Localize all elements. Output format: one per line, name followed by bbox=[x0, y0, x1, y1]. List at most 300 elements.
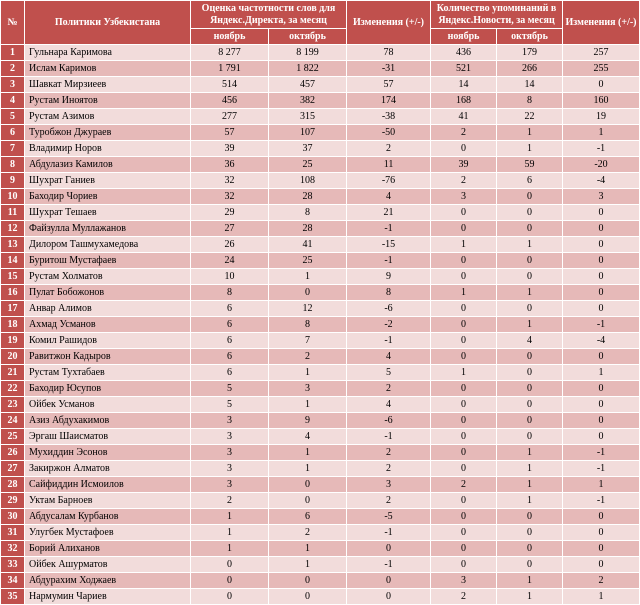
news-change-cell: 0 bbox=[563, 349, 640, 365]
row-number-cell: 25 bbox=[1, 429, 25, 445]
direct-november-cell: 10 bbox=[191, 269, 269, 285]
table-row bbox=[1, 365, 640, 381]
politician-name-cell: Гульнара Каримова bbox=[25, 45, 191, 61]
news-november-cell: 0 bbox=[431, 557, 497, 573]
news-october-cell: 1 bbox=[497, 573, 563, 589]
direct-change-cell: 2 bbox=[347, 445, 431, 461]
direct-november-cell: 1 bbox=[191, 541, 269, 557]
direct-change-cell: 3 bbox=[347, 477, 431, 493]
direct-october-cell: 7 bbox=[269, 333, 347, 349]
news-change-cell: 1 bbox=[563, 125, 640, 141]
direct-november-cell: 8 bbox=[191, 285, 269, 301]
politician-name-cell: Рустам Иноятов bbox=[25, 93, 191, 109]
news-change-cell: 160 bbox=[563, 93, 640, 109]
row-number-cell: 14 bbox=[1, 253, 25, 269]
table-row bbox=[1, 125, 640, 141]
politician-name-cell: Мухиддин Эсонов bbox=[25, 445, 191, 461]
news-october-cell: 0 bbox=[497, 525, 563, 541]
news-october-cell: 1 bbox=[497, 125, 563, 141]
news-change-cell: 0 bbox=[563, 269, 640, 285]
table-row bbox=[1, 381, 640, 397]
news-october-cell: 1 bbox=[497, 477, 563, 493]
direct-change-cell: 0 bbox=[347, 541, 431, 557]
direct-change-cell: 8 bbox=[347, 285, 431, 301]
table-row bbox=[1, 269, 640, 285]
direct-november-cell: 1 bbox=[191, 525, 269, 541]
table-row bbox=[1, 173, 640, 189]
table-row bbox=[1, 221, 640, 237]
direct-october-cell: 8 bbox=[269, 205, 347, 221]
direct-november-cell: 3 bbox=[191, 477, 269, 493]
news-change-cell: -1 bbox=[563, 141, 640, 157]
politician-name-cell: Владимир Норов bbox=[25, 141, 191, 157]
direct-october-cell: 3 bbox=[269, 381, 347, 397]
politician-name-cell: Дилором Ташмухамедова bbox=[25, 237, 191, 253]
table-row bbox=[1, 285, 640, 301]
direct-november-cell: 32 bbox=[191, 173, 269, 189]
table-row bbox=[1, 253, 640, 269]
col-yandex-direct-header: Оценка частотности слов для Яндекс.Директа, за месяц bbox=[191, 1, 347, 29]
politician-name-cell: Равитжон Кадыров bbox=[25, 349, 191, 365]
direct-change-cell: -6 bbox=[347, 413, 431, 429]
politician-name-cell: Улугбек Мустафоев bbox=[25, 525, 191, 541]
direct-change-cell: -2 bbox=[347, 317, 431, 333]
politician-name-cell: Файзулла Муллажанов bbox=[25, 221, 191, 237]
row-number-cell: 35 bbox=[1, 589, 25, 605]
table-row bbox=[1, 317, 640, 333]
direct-october-cell: 8 bbox=[269, 317, 347, 333]
direct-november-cell: 3 bbox=[191, 445, 269, 461]
direct-change-cell: -31 bbox=[347, 61, 431, 77]
row-number-cell: 13 bbox=[1, 237, 25, 253]
direct-november-cell: 32 bbox=[191, 189, 269, 205]
news-october-cell: 0 bbox=[497, 253, 563, 269]
direct-october-cell: 1 822 bbox=[269, 61, 347, 77]
news-october-cell: 0 bbox=[497, 541, 563, 557]
news-october-cell: 0 bbox=[497, 269, 563, 285]
direct-october-cell: 41 bbox=[269, 237, 347, 253]
direct-change-cell: 4 bbox=[347, 349, 431, 365]
news-change-cell: -1 bbox=[563, 493, 640, 509]
direct-november-cell: 6 bbox=[191, 301, 269, 317]
direct-november-cell: 6 bbox=[191, 365, 269, 381]
table-row bbox=[1, 77, 640, 93]
direct-november-cell: 27 bbox=[191, 221, 269, 237]
row-number-cell: 33 bbox=[1, 557, 25, 573]
table-row bbox=[1, 429, 640, 445]
direct-october-cell: 1 bbox=[269, 461, 347, 477]
news-change-cell: -1 bbox=[563, 461, 640, 477]
news-november-cell: 0 bbox=[431, 461, 497, 477]
table-row bbox=[1, 93, 640, 109]
news-change-cell: -20 bbox=[563, 157, 640, 173]
news-change-cell: 0 bbox=[563, 205, 640, 221]
subcol-november-news: ноябрь bbox=[431, 29, 497, 45]
news-october-cell: 1 bbox=[497, 285, 563, 301]
table-row bbox=[1, 397, 640, 413]
news-november-cell: 0 bbox=[431, 317, 497, 333]
news-october-cell: 6 bbox=[497, 173, 563, 189]
direct-november-cell: 24 bbox=[191, 253, 269, 269]
direct-october-cell: 0 bbox=[269, 493, 347, 509]
col-politicians-header: Политики Узбекистана bbox=[25, 1, 191, 45]
news-november-cell: 1 bbox=[431, 365, 497, 381]
row-number-cell: 9 bbox=[1, 173, 25, 189]
direct-october-cell: 12 bbox=[269, 301, 347, 317]
news-october-cell: 266 bbox=[497, 61, 563, 77]
news-november-cell: 168 bbox=[431, 93, 497, 109]
row-number-cell: 16 bbox=[1, 285, 25, 301]
direct-november-cell: 29 bbox=[191, 205, 269, 221]
news-october-cell: 0 bbox=[497, 365, 563, 381]
row-number-cell: 3 bbox=[1, 77, 25, 93]
politician-name-cell: Борий Алиханов bbox=[25, 541, 191, 557]
news-october-cell: 0 bbox=[497, 301, 563, 317]
news-november-cell: 2 bbox=[431, 173, 497, 189]
row-number-cell: 27 bbox=[1, 461, 25, 477]
row-number-cell: 15 bbox=[1, 269, 25, 285]
direct-november-cell: 0 bbox=[191, 573, 269, 589]
news-change-cell: 3 bbox=[563, 189, 640, 205]
direct-november-cell: 3 bbox=[191, 413, 269, 429]
direct-change-cell: -1 bbox=[347, 557, 431, 573]
row-number-cell: 8 bbox=[1, 157, 25, 173]
news-november-cell: 0 bbox=[431, 493, 497, 509]
politician-name-cell: Шавкат Мирзиеев bbox=[25, 77, 191, 93]
politician-name-cell: Ойбек Усманов bbox=[25, 397, 191, 413]
direct-change-cell: 4 bbox=[347, 189, 431, 205]
table-row bbox=[1, 333, 640, 349]
politician-name-cell: Уктам Барноев bbox=[25, 493, 191, 509]
news-november-cell: 0 bbox=[431, 253, 497, 269]
politician-name-cell: Анвар Алимов bbox=[25, 301, 191, 317]
row-number-cell: 11 bbox=[1, 205, 25, 221]
table-row bbox=[1, 541, 640, 557]
table-row bbox=[1, 45, 640, 61]
table-row bbox=[1, 61, 640, 77]
direct-change-cell: 0 bbox=[347, 573, 431, 589]
news-change-cell: 2 bbox=[563, 573, 640, 589]
table-row bbox=[1, 413, 640, 429]
row-number-cell: 2 bbox=[1, 61, 25, 77]
direct-change-cell: -15 bbox=[347, 237, 431, 253]
news-change-cell: 1 bbox=[563, 477, 640, 493]
direct-change-cell: 2 bbox=[347, 493, 431, 509]
news-change-cell: -4 bbox=[563, 333, 640, 349]
direct-october-cell: 315 bbox=[269, 109, 347, 125]
direct-change-cell: 2 bbox=[347, 381, 431, 397]
row-number-cell: 22 bbox=[1, 381, 25, 397]
direct-change-cell: 11 bbox=[347, 157, 431, 173]
row-number-cell: 17 bbox=[1, 301, 25, 317]
direct-october-cell: 28 bbox=[269, 221, 347, 237]
row-number-cell: 24 bbox=[1, 413, 25, 429]
news-november-cell: 0 bbox=[431, 541, 497, 557]
table-row bbox=[1, 301, 640, 317]
direct-october-cell: 1 bbox=[269, 557, 347, 573]
news-change-cell: 257 bbox=[563, 45, 640, 61]
news-change-cell: 0 bbox=[563, 301, 640, 317]
direct-november-cell: 5 bbox=[191, 397, 269, 413]
news-change-cell: 0 bbox=[563, 253, 640, 269]
news-change-cell: 255 bbox=[563, 61, 640, 77]
table-row bbox=[1, 573, 640, 589]
news-november-cell: 0 bbox=[431, 349, 497, 365]
direct-october-cell: 0 bbox=[269, 285, 347, 301]
direct-change-cell: -76 bbox=[347, 173, 431, 189]
news-november-cell: 0 bbox=[431, 413, 497, 429]
direct-november-cell: 514 bbox=[191, 77, 269, 93]
direct-change-cell: 57 bbox=[347, 77, 431, 93]
news-november-cell: 14 bbox=[431, 77, 497, 93]
news-november-cell: 1 bbox=[431, 285, 497, 301]
direct-change-cell: 4 bbox=[347, 397, 431, 413]
news-change-cell: 0 bbox=[563, 381, 640, 397]
direct-october-cell: 1 bbox=[269, 541, 347, 557]
row-number-cell: 5 bbox=[1, 109, 25, 125]
subcol-october-direct: октябрь bbox=[269, 29, 347, 45]
direct-november-cell: 0 bbox=[191, 557, 269, 573]
direct-change-cell: -5 bbox=[347, 509, 431, 525]
news-october-cell: 1 bbox=[497, 445, 563, 461]
news-change-cell: 0 bbox=[563, 525, 640, 541]
direct-change-cell: -1 bbox=[347, 429, 431, 445]
direct-november-cell: 6 bbox=[191, 349, 269, 365]
direct-october-cell: 6 bbox=[269, 509, 347, 525]
news-change-cell: -1 bbox=[563, 317, 640, 333]
row-number-cell: 26 bbox=[1, 445, 25, 461]
direct-november-cell: 8 277 bbox=[191, 45, 269, 61]
news-october-cell: 1 bbox=[497, 493, 563, 509]
news-october-cell: 1 bbox=[497, 589, 563, 605]
politician-name-cell: Рустам Азимов bbox=[25, 109, 191, 125]
news-october-cell: 22 bbox=[497, 109, 563, 125]
col-change2-header: Изменения (+/-) bbox=[563, 1, 640, 45]
news-november-cell: 1 bbox=[431, 237, 497, 253]
news-october-cell: 0 bbox=[497, 413, 563, 429]
news-change-cell: 0 bbox=[563, 237, 640, 253]
news-november-cell: 0 bbox=[431, 381, 497, 397]
row-number-cell: 32 bbox=[1, 541, 25, 557]
direct-october-cell: 9 bbox=[269, 413, 347, 429]
news-november-cell: 0 bbox=[431, 525, 497, 541]
direct-change-cell: -1 bbox=[347, 221, 431, 237]
politician-name-cell: Буритош Мустафаев bbox=[25, 253, 191, 269]
direct-october-cell: 457 bbox=[269, 77, 347, 93]
row-number-cell: 30 bbox=[1, 509, 25, 525]
direct-change-cell: -6 bbox=[347, 301, 431, 317]
direct-change-cell: -1 bbox=[347, 253, 431, 269]
direct-october-cell: 382 bbox=[269, 93, 347, 109]
direct-october-cell: 25 bbox=[269, 253, 347, 269]
politician-name-cell: Абдулазиз Камилов bbox=[25, 157, 191, 173]
direct-change-cell: 2 bbox=[347, 461, 431, 477]
direct-november-cell: 57 bbox=[191, 125, 269, 141]
table-row bbox=[1, 189, 640, 205]
news-october-cell: 0 bbox=[497, 397, 563, 413]
news-november-cell: 436 bbox=[431, 45, 497, 61]
direct-november-cell: 2 bbox=[191, 493, 269, 509]
news-change-cell: 1 bbox=[563, 365, 640, 381]
news-october-cell: 0 bbox=[497, 349, 563, 365]
news-november-cell: 0 bbox=[431, 269, 497, 285]
politician-name-cell: Абдурахим Ходжаев bbox=[25, 573, 191, 589]
politician-name-cell: Азиз Абдухакимов bbox=[25, 413, 191, 429]
news-october-cell: 0 bbox=[497, 221, 563, 237]
direct-october-cell: 8 199 bbox=[269, 45, 347, 61]
table-row bbox=[1, 493, 640, 509]
news-change-cell: -1 bbox=[563, 445, 640, 461]
row-number-cell: 21 bbox=[1, 365, 25, 381]
table-row bbox=[1, 509, 640, 525]
politician-name-cell: Рустам Холматов bbox=[25, 269, 191, 285]
news-november-cell: 0 bbox=[431, 301, 497, 317]
direct-november-cell: 26 bbox=[191, 237, 269, 253]
col-yandex-news-header: Количество упоминаний в Яндекс.Новости, за месяц bbox=[431, 1, 563, 29]
news-change-cell: 0 bbox=[563, 509, 640, 525]
direct-october-cell: 0 bbox=[269, 573, 347, 589]
table-row bbox=[1, 557, 640, 573]
table-row bbox=[1, 205, 640, 221]
direct-november-cell: 5 bbox=[191, 381, 269, 397]
direct-october-cell: 4 bbox=[269, 429, 347, 445]
direct-november-cell: 39 bbox=[191, 141, 269, 157]
news-november-cell: 0 bbox=[431, 397, 497, 413]
direct-october-cell: 1 bbox=[269, 365, 347, 381]
direct-november-cell: 456 bbox=[191, 93, 269, 109]
row-number-cell: 6 bbox=[1, 125, 25, 141]
row-number-cell: 12 bbox=[1, 221, 25, 237]
direct-november-cell: 277 bbox=[191, 109, 269, 125]
col-num-header: № bbox=[1, 1, 25, 45]
news-november-cell: 39 bbox=[431, 157, 497, 173]
row-number-cell: 23 bbox=[1, 397, 25, 413]
table-row bbox=[1, 589, 640, 605]
news-october-cell: 59 bbox=[497, 157, 563, 173]
politician-name-cell: Баходир Чориев bbox=[25, 189, 191, 205]
news-october-cell: 0 bbox=[497, 189, 563, 205]
news-change-cell: 0 bbox=[563, 285, 640, 301]
politician-name-cell: Шухрат Ганиев bbox=[25, 173, 191, 189]
news-october-cell: 0 bbox=[497, 205, 563, 221]
row-number-cell: 20 bbox=[1, 349, 25, 365]
direct-october-cell: 1 bbox=[269, 397, 347, 413]
news-change-cell: 1 bbox=[563, 589, 640, 605]
politician-name-cell: Шухрат Тешаев bbox=[25, 205, 191, 221]
news-october-cell: 8 bbox=[497, 93, 563, 109]
direct-october-cell: 28 bbox=[269, 189, 347, 205]
politician-name-cell: Пулат Бобожонов bbox=[25, 285, 191, 301]
direct-change-cell: -1 bbox=[347, 525, 431, 541]
direct-october-cell: 0 bbox=[269, 477, 347, 493]
news-november-cell: 2 bbox=[431, 477, 497, 493]
news-change-cell: 19 bbox=[563, 109, 640, 125]
direct-change-cell: 174 bbox=[347, 93, 431, 109]
table-row bbox=[1, 109, 640, 125]
direct-november-cell: 36 bbox=[191, 157, 269, 173]
row-number-cell: 29 bbox=[1, 493, 25, 509]
news-november-cell: 521 bbox=[431, 61, 497, 77]
direct-october-cell: 1 bbox=[269, 269, 347, 285]
news-october-cell: 0 bbox=[497, 557, 563, 573]
direct-change-cell: -50 bbox=[347, 125, 431, 141]
row-number-cell: 7 bbox=[1, 141, 25, 157]
politician-name-cell: Закиржон Алматов bbox=[25, 461, 191, 477]
politician-name-cell: Комил Рашидов bbox=[25, 333, 191, 349]
news-change-cell: 0 bbox=[563, 413, 640, 429]
row-number-cell: 28 bbox=[1, 477, 25, 493]
news-october-cell: 179 bbox=[497, 45, 563, 61]
direct-change-cell: -38 bbox=[347, 109, 431, 125]
direct-change-cell: 2 bbox=[347, 141, 431, 157]
direct-november-cell: 1 bbox=[191, 509, 269, 525]
row-number-cell: 31 bbox=[1, 525, 25, 541]
news-november-cell: 0 bbox=[431, 509, 497, 525]
row-number-cell: 19 bbox=[1, 333, 25, 349]
direct-november-cell: 6 bbox=[191, 317, 269, 333]
direct-change-cell: 78 bbox=[347, 45, 431, 61]
news-november-cell: 0 bbox=[431, 429, 497, 445]
news-change-cell: 0 bbox=[563, 557, 640, 573]
politician-name-cell: Ойбек Ашурматов bbox=[25, 557, 191, 573]
news-change-cell: 0 bbox=[563, 77, 640, 93]
news-october-cell: 1 bbox=[497, 237, 563, 253]
news-november-cell: 2 bbox=[431, 589, 497, 605]
table-row bbox=[1, 157, 640, 173]
direct-change-cell: 5 bbox=[347, 365, 431, 381]
news-october-cell: 1 bbox=[497, 141, 563, 157]
direct-october-cell: 107 bbox=[269, 125, 347, 141]
politician-name-cell: Туробжон Джураев bbox=[25, 125, 191, 141]
politician-name-cell: Баходир Юсупов bbox=[25, 381, 191, 397]
table-row bbox=[1, 237, 640, 253]
direct-october-cell: 1 bbox=[269, 445, 347, 461]
news-november-cell: 3 bbox=[431, 573, 497, 589]
news-change-cell: 0 bbox=[563, 429, 640, 445]
politician-name-cell: Абдусалам Курбанов bbox=[25, 509, 191, 525]
politician-name-cell: Эргаш Шаисматов bbox=[25, 429, 191, 445]
direct-october-cell: 2 bbox=[269, 525, 347, 541]
politician-name-cell: Сайфиддин Исмоилов bbox=[25, 477, 191, 493]
news-october-cell: 1 bbox=[497, 317, 563, 333]
politician-name-cell: Рустам Тухтабаев bbox=[25, 365, 191, 381]
news-november-cell: 0 bbox=[431, 221, 497, 237]
direct-change-cell: -1 bbox=[347, 333, 431, 349]
direct-october-cell: 25 bbox=[269, 157, 347, 173]
direct-november-cell: 3 bbox=[191, 461, 269, 477]
politician-name-cell: Нармумин Чариев bbox=[25, 589, 191, 605]
table-row bbox=[1, 141, 640, 157]
direct-change-cell: 21 bbox=[347, 205, 431, 221]
news-november-cell: 2 bbox=[431, 125, 497, 141]
direct-october-cell: 37 bbox=[269, 141, 347, 157]
table-row bbox=[1, 445, 640, 461]
news-change-cell: 0 bbox=[563, 541, 640, 557]
politician-name-cell: Ислам Каримов bbox=[25, 61, 191, 77]
news-october-cell: 0 bbox=[497, 429, 563, 445]
news-november-cell: 3 bbox=[431, 189, 497, 205]
direct-november-cell: 3 bbox=[191, 429, 269, 445]
table-row bbox=[1, 461, 640, 477]
direct-november-cell: 0 bbox=[191, 589, 269, 605]
news-november-cell: 0 bbox=[431, 205, 497, 221]
direct-change-cell: 9 bbox=[347, 269, 431, 285]
row-number-cell: 34 bbox=[1, 573, 25, 589]
news-november-cell: 0 bbox=[431, 333, 497, 349]
subcol-november-direct: ноябрь bbox=[191, 29, 269, 45]
news-october-cell: 4 bbox=[497, 333, 563, 349]
news-november-cell: 0 bbox=[431, 445, 497, 461]
